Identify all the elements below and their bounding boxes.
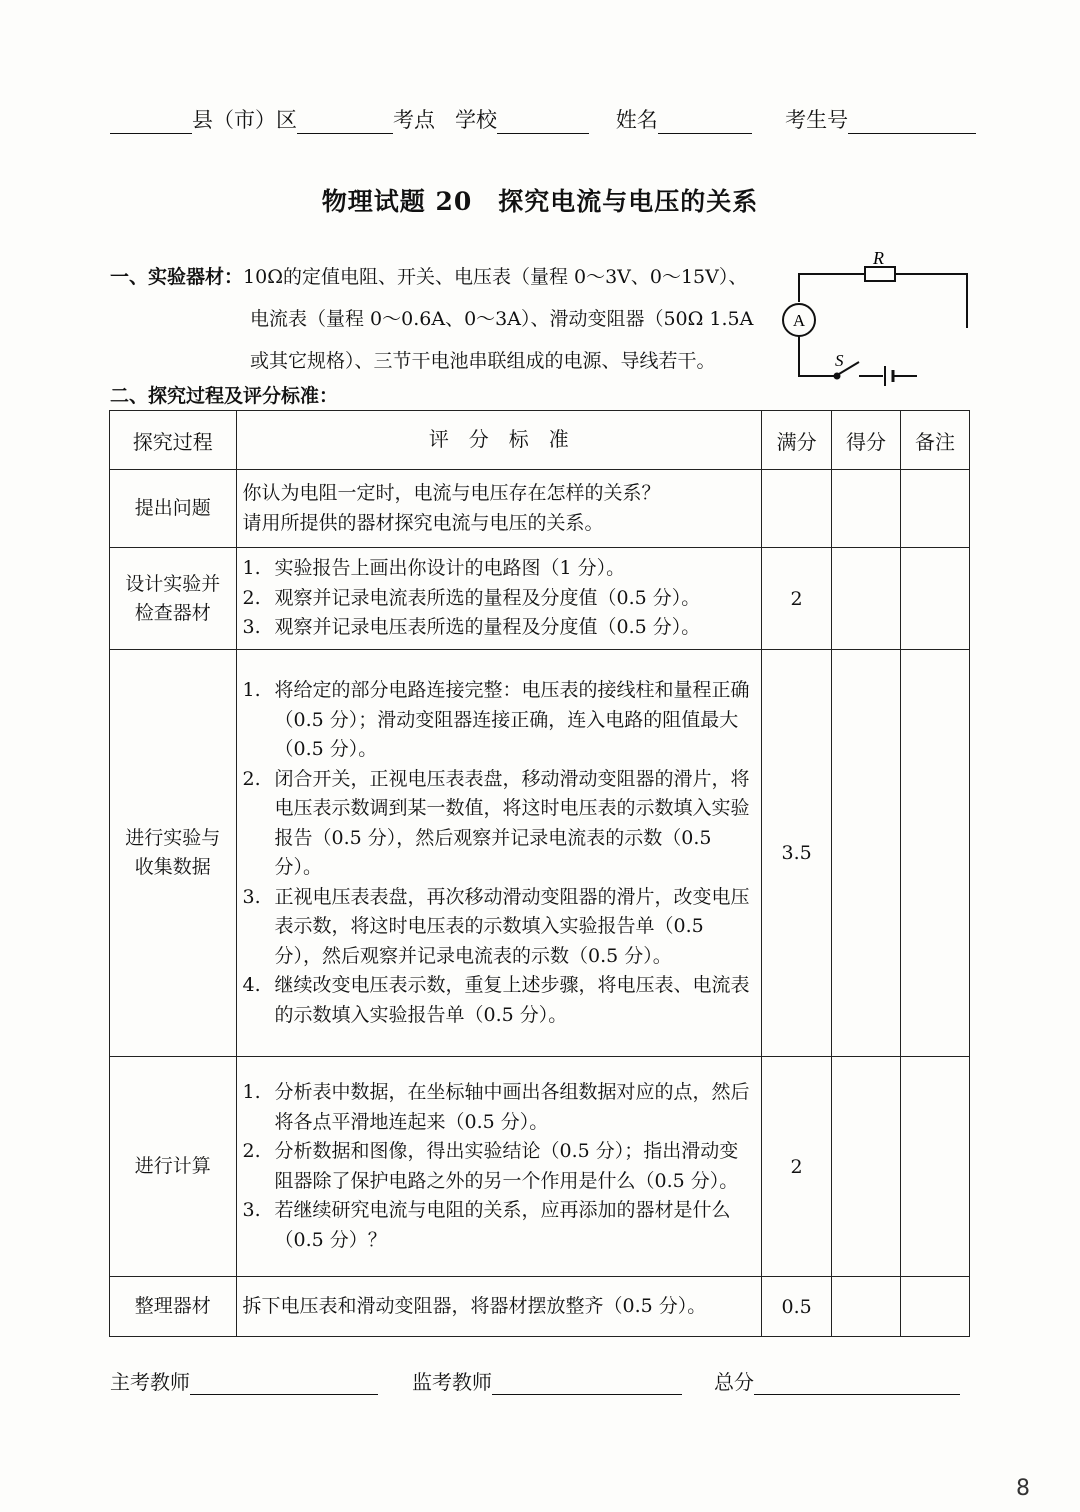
full-score-cell: 2 — [762, 1057, 832, 1277]
name-label: 姓名 — [615, 108, 658, 132]
circuit-wire-right — [895, 274, 967, 328]
equipment-section — [110, 256, 790, 382]
exam-site-label: 考点 — [393, 108, 435, 132]
note-cell[interactable] — [901, 1277, 970, 1337]
table-row — [110, 548, 970, 650]
got-score-cell[interactable] — [832, 650, 901, 1057]
county-blank[interactable] — [110, 111, 192, 134]
proctor-blank[interactable] — [492, 1372, 682, 1395]
got-score-cell[interactable] — [832, 1057, 901, 1277]
header-criteria: 评 分 标 准 — [236, 411, 762, 470]
resistor-label: R — [873, 248, 884, 268]
scoring-table — [109, 410, 970, 1337]
criteria-cell — [236, 470, 762, 548]
stage-cell: 设计实验并检查器材 — [110, 548, 237, 650]
header-note: 备注 — [901, 411, 970, 470]
proctor-label: 监考教师 — [412, 1370, 492, 1394]
chief-examiner-label: 主考教师 — [110, 1370, 190, 1394]
note-cell[interactable] — [901, 470, 970, 548]
circuit-diagram — [775, 240, 975, 390]
exam-no-blank[interactable] — [848, 111, 976, 134]
header-full-score: 满分 — [762, 411, 832, 470]
school-blank[interactable] — [497, 111, 589, 134]
circuit-wire-left-bottom — [799, 336, 835, 376]
criteria-item: 2. 分析数据和图像，得出实验结论（0.5 分）；指出滑动变阻器除了保护电路之外的另一个作用是什么（0.5 分）。 — [242, 1140, 739, 1192]
got-score-cell[interactable] — [832, 1277, 901, 1337]
page-number: 8 — [1016, 1476, 1030, 1501]
criteria-item: 2. 观察并记录电流表所选的量程及分度值（0.5 分）。 — [242, 586, 701, 609]
table-header-row — [110, 411, 970, 470]
equipment-label: 一、实验器材： — [110, 266, 244, 288]
circuit-wire-left-top — [799, 274, 865, 302]
header-got-score: 得分 — [832, 411, 901, 470]
criteria-item: 3. 观察并记录电压表所选的量程及分度值（0.5 分）。 — [242, 616, 701, 639]
full-score-cell — [762, 470, 832, 548]
chief-examiner-blank[interactable] — [190, 1372, 378, 1395]
criteria-line: 拆下电压表和滑动变阻器，将器材摆放整齐（0.5 分）。 — [242, 1294, 707, 1317]
criteria-line: 你认为电阻一定时，电流与电压存在怎样的关系？ — [242, 482, 661, 504]
county-label: 县（市）区 — [192, 108, 297, 132]
process-section-label: 二、探究过程及评分标准： — [110, 385, 339, 407]
criteria-item: 2. 闭合开关，正视电压表表盘，移动滑动变阻器的滑片，将电压表示数调到某一数值，将这时电压表的示数填入实验报告（0.5 分），然后观察并记录电流表的示数（0.5 分）。 — [242, 767, 750, 878]
page-title: 物理试题 20 探究电流与电压的关系 — [321, 187, 759, 216]
stage-cell: 提出问题 — [110, 470, 237, 548]
total-score-label: 总分 — [714, 1370, 754, 1394]
table-row — [110, 1277, 970, 1337]
criteria-cell — [236, 650, 762, 1057]
stage-cell: 进行计算 — [110, 1057, 237, 1277]
criteria-item: 4. 继续改变电压表示数，重复上述步骤，将电压表、电流表的示数填入实验报告单（0.5 分）。 — [242, 974, 750, 1026]
name-blank[interactable] — [658, 111, 752, 134]
criteria-cell — [236, 1277, 762, 1337]
switch-label: S — [835, 351, 844, 370]
equipment-line-3: 或其它规格）、三节干电池串联组成的电源、导线若干。 — [250, 350, 716, 372]
exam-no-label: 考生号 — [785, 108, 849, 132]
equipment-line-1: 10Ω的定值电阻、开关、电压表（量程 0～3V、0～15V）、 — [243, 266, 748, 288]
criteria-line: 请用所提供的器材探究电流与电压的关系。 — [242, 511, 604, 534]
stage-cell: 整理器材 — [110, 1277, 237, 1337]
criteria-item: 3. 若继续研究电流与电阻的关系，应再添加的器材是什么（0.5 分）？ — [242, 1199, 731, 1251]
criteria-item: 1. 实验报告上画出你设计的电路图（1 分）。 — [242, 557, 626, 580]
got-score-cell[interactable] — [832, 548, 901, 650]
note-cell[interactable] — [901, 650, 970, 1057]
table-row — [110, 470, 970, 548]
criteria-item: 3. 正视电压表表盘，再次移动滑动变阻器的滑片，改变电压表示数，将这时电压表的示数填入实验报告单（0.5 分），然后观察并记录电流表的示数（0.5 分）。 — [242, 885, 750, 967]
criteria-item: 1. 分析表中数据，在坐标轴中画出各组数据对应的点，然后将各点平滑地连起来（0.5 分）。 — [242, 1081, 750, 1133]
stage-cell: 进行实验与收集数据 — [110, 650, 237, 1057]
table-row — [110, 1057, 970, 1277]
equipment-line-2: 电流表（量程 0～0.6A、0～3A）、滑动变阻器（50Ω 1.5A — [250, 308, 754, 330]
total-score-blank[interactable] — [754, 1372, 960, 1395]
district-blank[interactable] — [297, 111, 393, 134]
criteria-item: 1. 将给定的部分电路连接完整：电压表的接线柱和量程正确（0.5 分）；滑动变阻器连接正确，连入电路的阻值最大（0.5 分）。 — [242, 679, 750, 760]
table-row — [110, 650, 970, 1057]
note-cell[interactable] — [901, 548, 970, 650]
got-score-cell[interactable] — [832, 470, 901, 548]
note-cell[interactable] — [901, 1057, 970, 1277]
signature-footer — [110, 1366, 970, 1395]
full-score-cell: 2 — [762, 548, 832, 650]
header-stage: 探究过程 — [110, 411, 237, 470]
full-score-cell: 3.5 — [762, 650, 832, 1057]
student-info-header — [110, 104, 970, 134]
ammeter-label: A — [792, 311, 806, 330]
resistor-symbol — [865, 267, 895, 281]
criteria-cell — [236, 1057, 762, 1277]
school-label: 学校 — [455, 108, 498, 132]
full-score-cell: 0.5 — [762, 1277, 832, 1337]
criteria-cell — [236, 548, 762, 650]
